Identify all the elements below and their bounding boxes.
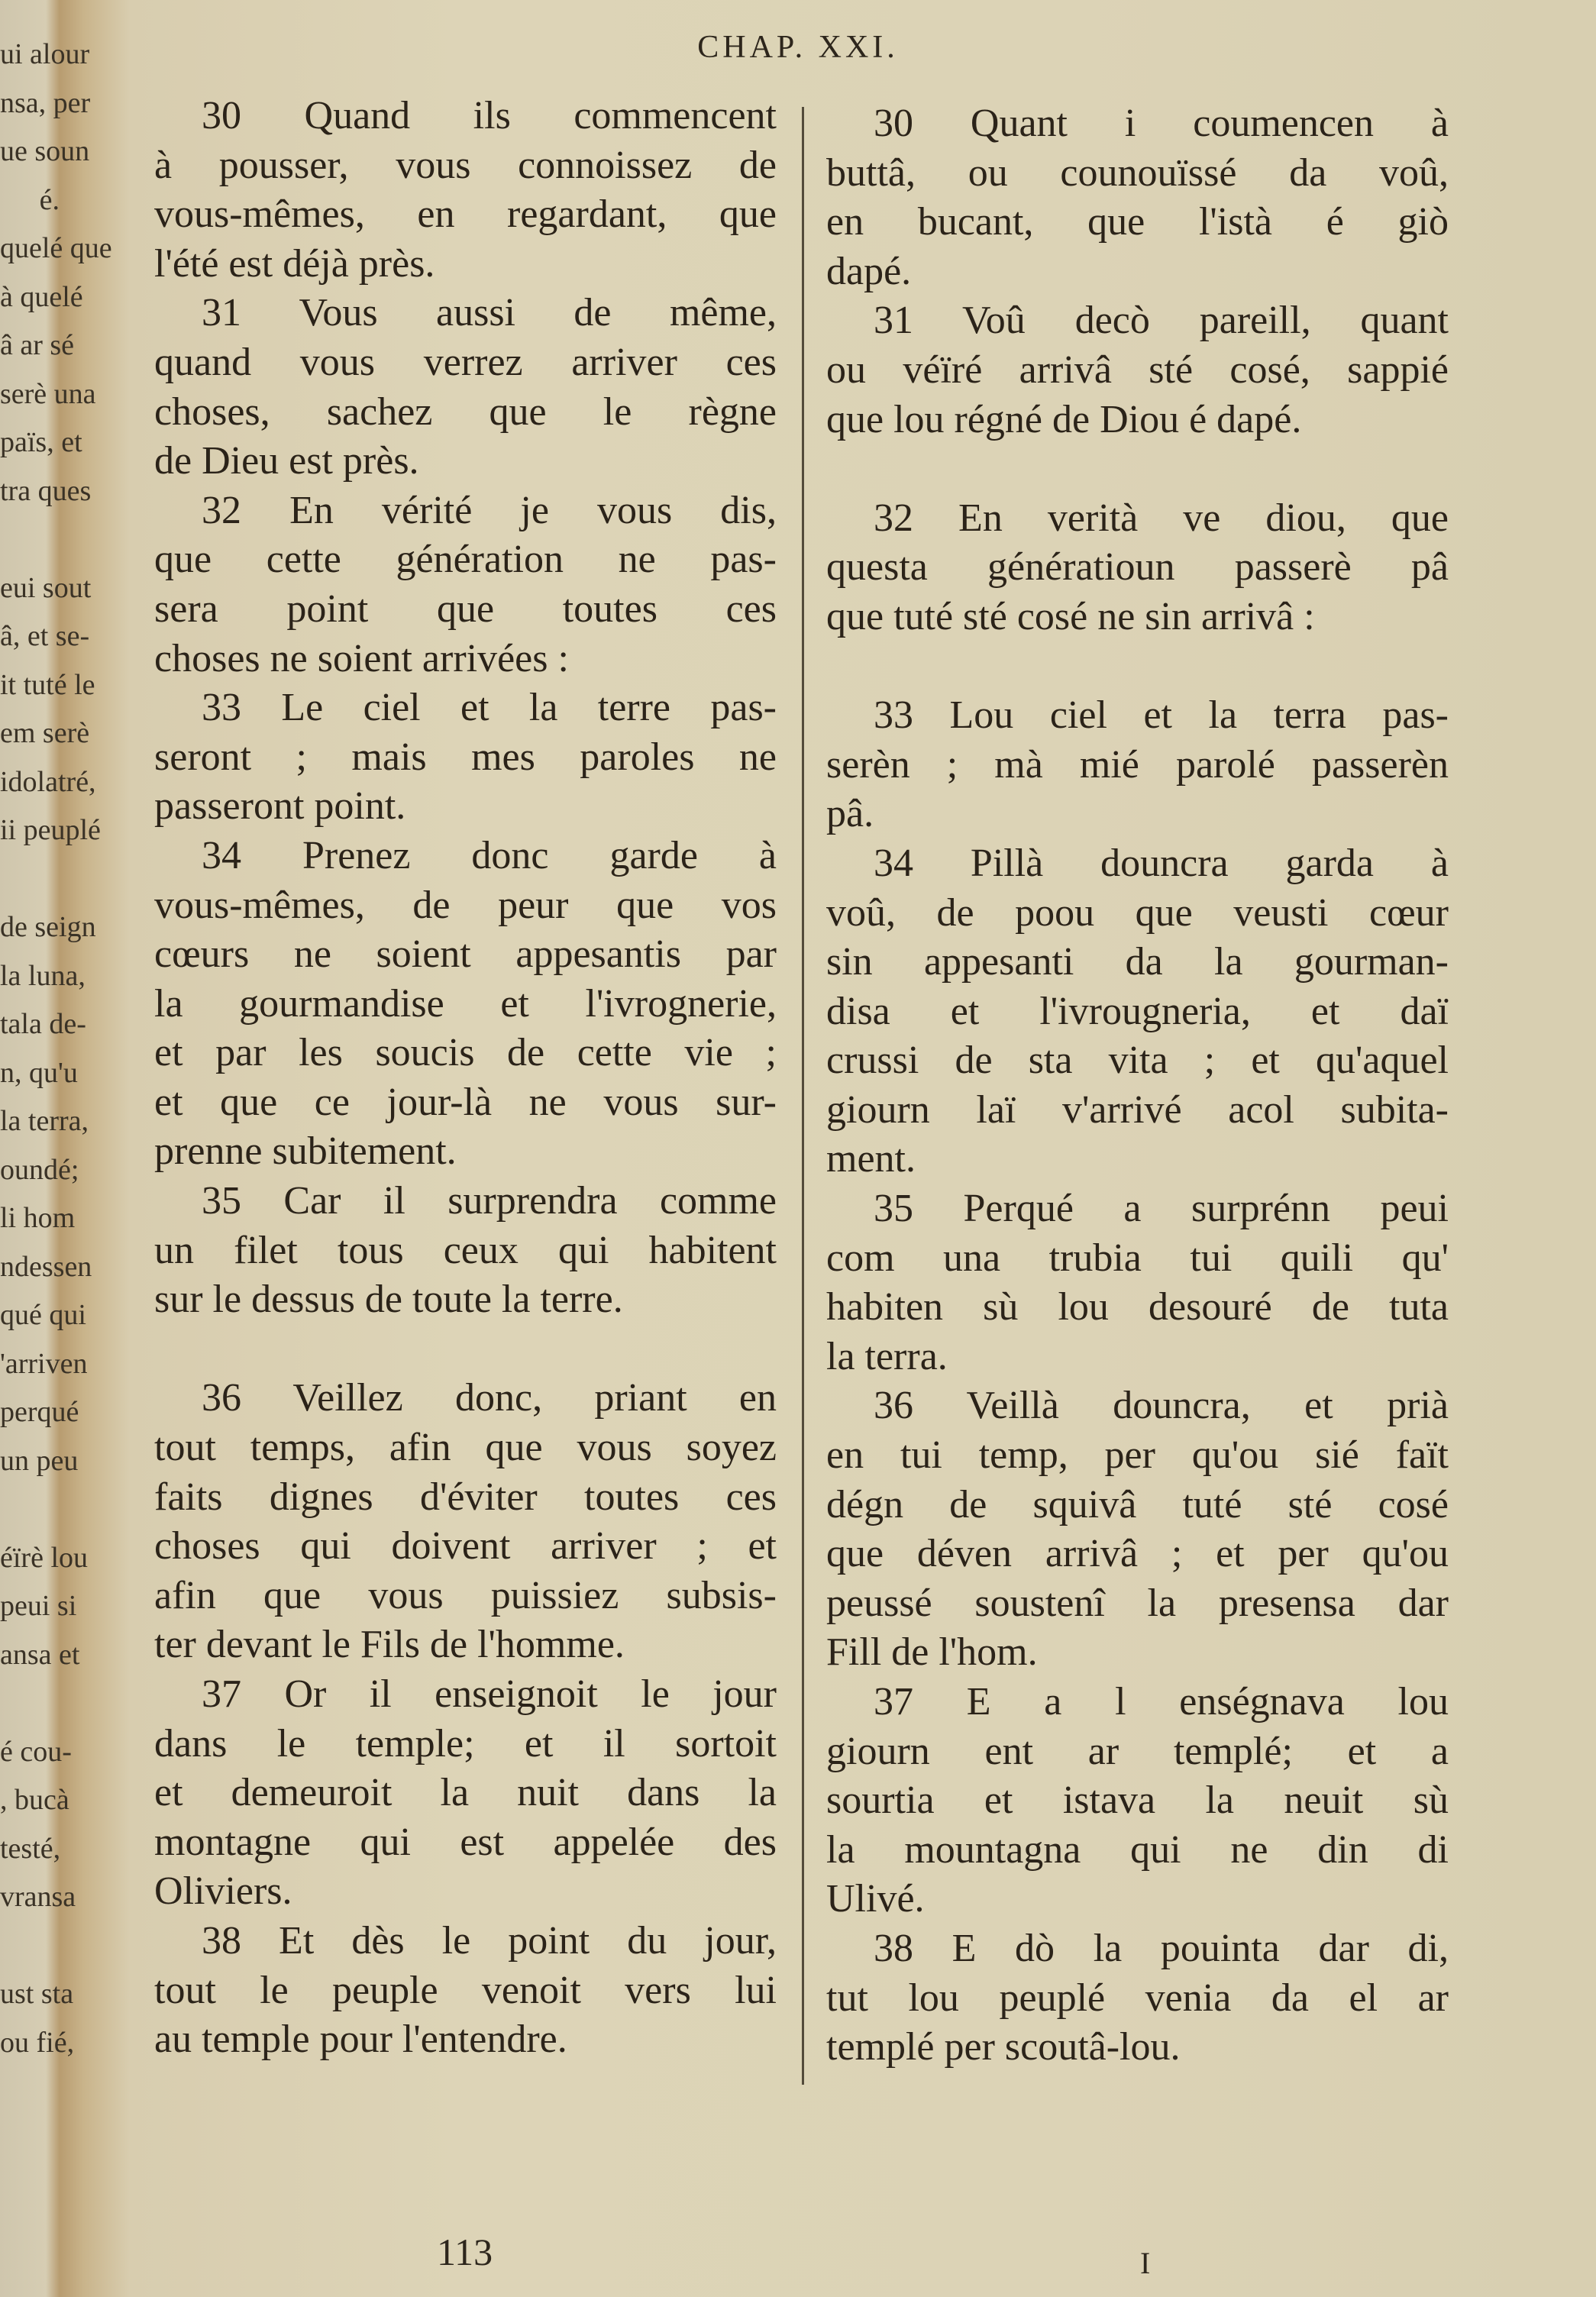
chapter-heading: CHAP. XXI. bbox=[697, 30, 899, 65]
verse bbox=[826, 1678, 1449, 1924]
verse-line: 36 Veillez donc, priant en bbox=[202, 1376, 777, 1420]
verse-line: disa et l'ivrougneria, et daï bbox=[826, 989, 1449, 1033]
verse-line: sera point que toutes ces bbox=[154, 586, 777, 631]
verse-line: que déven arrivâ ; et per qu'ou bbox=[826, 1532, 1449, 1576]
verse-line: vous-mêmes, de peur que vos bbox=[154, 883, 777, 927]
verse-line: 31 Vous aussi de même, bbox=[202, 291, 777, 335]
margin-fragment: éïrè lou bbox=[0, 1541, 89, 1574]
margin-fragment: à quelé bbox=[0, 280, 83, 313]
verse-line: 35 Perqué a surprénn peui bbox=[874, 1187, 1449, 1231]
verse-line: 33 Le ciel et la terre pas- bbox=[202, 686, 777, 730]
verse-line: au temple pour l'entendre. bbox=[154, 2018, 567, 2062]
verse-line: afin que vous puissiez subsis- bbox=[154, 1573, 777, 1617]
margin-fragment: ndessen bbox=[0, 1250, 92, 1283]
verse-line: tout le peuple venoit vers lui bbox=[154, 1968, 777, 2012]
verse-line: que cette génération ne pas- bbox=[154, 538, 777, 582]
margin-fragment: tala de- bbox=[0, 1008, 86, 1040]
verse bbox=[826, 296, 1449, 444]
verse-line: la mountagna qui ne din di bbox=[826, 1827, 1449, 1872]
french-column bbox=[154, 92, 777, 2065]
page-number: 113 bbox=[437, 2231, 493, 2273]
margin-fragment: qué qui bbox=[0, 1299, 86, 1331]
margin-fragment: â ar sé bbox=[0, 329, 75, 361]
verse-line: 35 Car il surprendra comme bbox=[202, 1179, 777, 1223]
margin-fragment: païs, et bbox=[0, 426, 82, 458]
verse-line: la gourmandise et l'ivrognerie, bbox=[154, 981, 777, 1026]
verse bbox=[154, 1177, 777, 1325]
verse bbox=[154, 486, 777, 683]
verse-line: 38 Et dès le point du jour, bbox=[202, 1918, 777, 1963]
margin-fragment: n, qu'u bbox=[0, 1056, 78, 1089]
facing-page-margin bbox=[0, 31, 112, 2067]
verse-line: prenne subitement. bbox=[154, 1129, 457, 1174]
verse-line: en bucant, que l'istà é giò bbox=[826, 200, 1449, 244]
verse-line: ter devant le Fils de l'homme. bbox=[154, 1623, 625, 1667]
verse bbox=[154, 1670, 777, 1917]
margin-fragment: de seign bbox=[0, 911, 96, 943]
verse-line: dégn de squivâ tuté sté cosé bbox=[826, 1482, 1449, 1526]
verse bbox=[154, 92, 777, 289]
verse-line: faits dignes d'éviter toutes ces bbox=[154, 1475, 777, 1519]
verse-line: pâ. bbox=[826, 792, 874, 836]
verse-line: buttâ, ou counouïssé da voû, bbox=[826, 150, 1449, 195]
verse bbox=[826, 494, 1449, 642]
verse-line: passeront point. bbox=[154, 784, 406, 829]
verse-line: sourtia et istava la neuit sù bbox=[826, 1778, 1449, 1823]
verse-line: montagne qui est appelée des bbox=[154, 1820, 777, 1864]
margin-fragment: quelé que bbox=[0, 232, 112, 264]
verse-line: et demeuroit la nuit dans la bbox=[154, 1771, 777, 1815]
verse-line: 33 Lou ciel et la terra pas- bbox=[874, 693, 1449, 738]
verse-line: à pousser, vous connoissez de bbox=[154, 143, 777, 187]
margin-fragment: 'arriven bbox=[0, 1347, 88, 1380]
verse-line: crussi de sta vita ; et qu'aquel bbox=[826, 1039, 1449, 1083]
margin-fragment: , bucà bbox=[0, 1784, 69, 1816]
verse-line: 34 Prenez donc garde à bbox=[202, 833, 777, 877]
blank-line bbox=[154, 1325, 777, 1375]
margin-fragment: idolatré, bbox=[0, 765, 96, 798]
verse-line: l'été est déjà près. bbox=[154, 241, 435, 286]
verse-line: vous-mêmes, en regardant, que bbox=[154, 192, 777, 237]
verse-line: choses, sachez que le règne bbox=[154, 389, 777, 434]
verse-line: 38 E dò la pouinta dar di, bbox=[874, 1926, 1449, 1970]
margin-fragment: ii peuplé bbox=[0, 814, 101, 846]
verse-line: dans le temple; et il sortoit bbox=[154, 1721, 777, 1766]
verse-line: 37 E a l enségnava lou bbox=[874, 1680, 1449, 1724]
verse-line: 32 En vérité je vous dis, bbox=[202, 488, 777, 532]
margin-fragment: testé, bbox=[0, 1832, 61, 1865]
verse-line: 37 Or il enseignoit le jour bbox=[202, 1672, 777, 1716]
margin-fragment bbox=[0, 855, 60, 904]
verse bbox=[154, 1374, 777, 1670]
margin-fragment: oundé; bbox=[0, 1153, 79, 1186]
verse bbox=[154, 832, 777, 1177]
verse-line: la terra. bbox=[826, 1334, 948, 1378]
verse-line: Fill de l'hom. bbox=[826, 1630, 1038, 1675]
margin-fragment: é. bbox=[39, 183, 60, 216]
verse-line: sur le dessus de toute la terre. bbox=[154, 1278, 623, 1322]
margin-fragment: em serè bbox=[0, 717, 90, 749]
margin-fragment: la luna, bbox=[0, 959, 86, 992]
verse-line: de Dieu est près. bbox=[154, 439, 419, 483]
verse-line: peussé soustenî la presensa dar bbox=[826, 1581, 1449, 1625]
verse-line: com una trubia tui quili qu' bbox=[826, 1236, 1449, 1280]
margin-fragment: nsa, per bbox=[0, 86, 91, 119]
verse-line: tout temps, afin que vous soyez bbox=[154, 1426, 777, 1470]
verse-line: cœurs ne soient appesantis par bbox=[154, 932, 777, 977]
verse-line: un filet tous ceux qui habitent bbox=[154, 1228, 777, 1272]
verse bbox=[826, 99, 1449, 296]
margin-fragment: li hom bbox=[0, 1202, 76, 1234]
verse-line: seront ; mais mes paroles ne bbox=[154, 735, 777, 779]
verse-line: 34 Pillà douncra garda à bbox=[874, 841, 1449, 885]
verse-line: ment. bbox=[826, 1137, 916, 1181]
verse-line: que tuté sté cosé ne sin arrivâ : bbox=[826, 594, 1315, 638]
signature-mark: I bbox=[1140, 2246, 1151, 2280]
verse-line: 30 Quand ils commencent bbox=[202, 94, 777, 137]
verse-line: et que ce jour-là ne vous sur- bbox=[154, 1080, 777, 1124]
margin-fragment bbox=[0, 1922, 60, 1971]
margin-fragment bbox=[0, 1679, 60, 1728]
verse bbox=[826, 691, 1449, 839]
verse-line: ou véïré arrivâ sté cosé, sappié bbox=[826, 347, 1449, 392]
blank-line bbox=[826, 444, 1449, 494]
margin-fragment: eui sout bbox=[0, 571, 92, 604]
verse bbox=[154, 683, 777, 832]
verse-line: 31 Voû decò pareill, quant bbox=[874, 299, 1449, 343]
verse-line: habiten sù lou desouré de tuta bbox=[826, 1285, 1449, 1329]
verse-line: choses qui doivent arriver ; et bbox=[154, 1524, 777, 1568]
verse bbox=[826, 1381, 1449, 1678]
margin-fragment bbox=[0, 515, 60, 564]
verse-line: quand vous verrez arriver ces bbox=[154, 340, 777, 384]
verse-line: 36 Veillà douncra, et prià bbox=[874, 1384, 1449, 1428]
verse-line: giourn laï v'arrivé acol subita- bbox=[826, 1087, 1449, 1132]
margin-fragment: â, et se- bbox=[0, 620, 90, 652]
margin-fragment: é cou- bbox=[0, 1735, 72, 1768]
margin-fragment: ust sta bbox=[0, 1978, 74, 2010]
margin-fragment: vransa bbox=[0, 1881, 76, 1913]
margin-fragment: ou fié, bbox=[0, 2026, 75, 2059]
verse-line: et par les soucis de cette vie ; bbox=[154, 1031, 777, 1075]
verse bbox=[154, 289, 777, 486]
verse bbox=[826, 1924, 1449, 2072]
dialect-column bbox=[826, 99, 1449, 2072]
verse-line: Oliviers. bbox=[154, 1869, 292, 1914]
verse-line: giourn ent ar templé; et a bbox=[826, 1729, 1449, 1773]
verse-line: templé per scoutâ-lou. bbox=[826, 2025, 1181, 2069]
verse-line: questa génératioun passerè pâ bbox=[826, 545, 1449, 590]
blank-line bbox=[826, 642, 1449, 692]
margin-fragment: ui alour bbox=[0, 38, 90, 70]
verse-line: dapé. bbox=[826, 249, 912, 293]
verse-line: en tui temp, per qu'ou sié faït bbox=[826, 1433, 1449, 1478]
verse-line: voû, de poou que veusti cœur bbox=[826, 890, 1449, 935]
verse bbox=[826, 839, 1449, 1184]
verse-line: choses ne soient arrivées : bbox=[154, 636, 569, 680]
margin-fragment: serè una bbox=[0, 377, 96, 410]
margin-fragment: un peu bbox=[0, 1444, 79, 1477]
verse-line: sin appesanti da la gourman- bbox=[826, 940, 1449, 984]
verse bbox=[154, 1917, 777, 2065]
verse-line: 32 En verità ve diou, que bbox=[874, 496, 1449, 540]
verse-line: Ulivé. bbox=[826, 1877, 925, 1921]
margin-fragment: perqué bbox=[0, 1396, 79, 1428]
margin-fragment bbox=[0, 1485, 60, 1534]
margin-fragment: ansa et bbox=[0, 1638, 80, 1671]
margin-fragment: tra ques bbox=[0, 474, 92, 507]
margin-fragment: peui si bbox=[0, 1590, 77, 1622]
margin-fragment: ue soun bbox=[0, 135, 90, 167]
verse bbox=[826, 1184, 1449, 1381]
margin-fragment: la terra, bbox=[0, 1105, 89, 1137]
verse-line: serèn ; mà mié parolé passerèn bbox=[826, 742, 1449, 787]
column-divider bbox=[802, 107, 804, 2085]
verse-line: tut lou peuplé venia da el ar bbox=[826, 1976, 1449, 2020]
verse-line: 30 Quant i coumencen à bbox=[874, 102, 1449, 145]
margin-fragment: it tuté le bbox=[0, 668, 95, 701]
verse-line: que lou régné de Diou é dapé. bbox=[826, 397, 1302, 441]
